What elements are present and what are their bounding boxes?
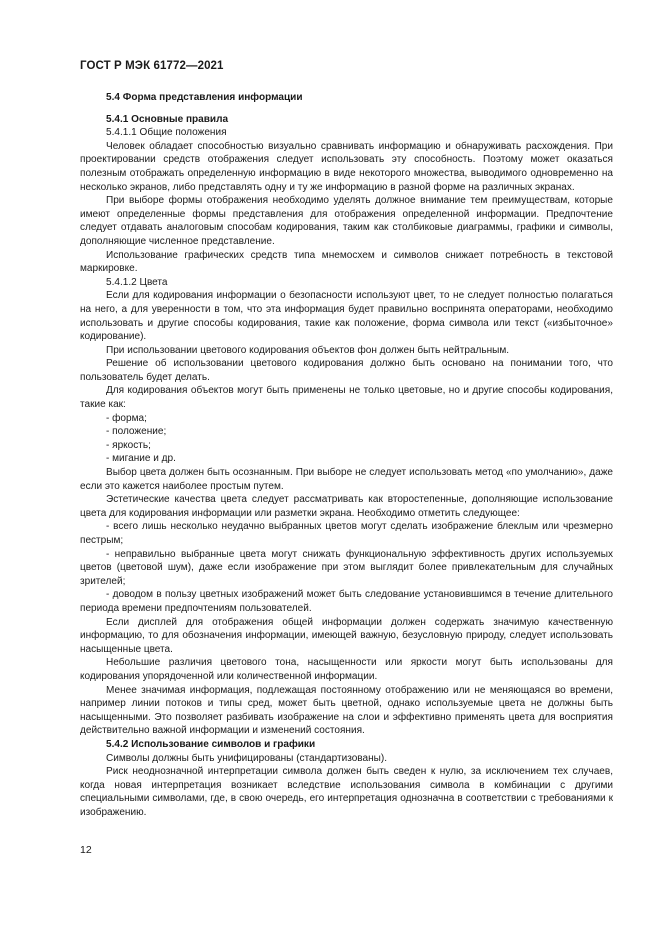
subsection-heading-5-4-1-2: 5.4.1.2 Цвета [106, 276, 168, 288]
paragraph: Для кодирования объектов могут быть применены не только цветовые, но и другие способы кодирования, такие как: [80, 385, 613, 411]
paragraph: Решение об использовании цветового кодирования должно быть основано на понимании того, что пользователь будет делать. [80, 358, 613, 383]
paragraph: Если для кодирования информации о безопасности используют цвет, то не следует полностью полагаться на него, а для уверенности в том, что эта информация будет правильно воспринята операторами, необходимо использовать и другие способы кодирования, такие как положение, форма символа или текст («избыточное» кодирование). [80, 290, 613, 343]
list-item: - форма; [106, 412, 147, 424]
paragraph: Выбор цвета должен быть осознанным. При выборе не следует использовать метод «по умолчанию», даже если это кажется наиболее простым путем. [80, 467, 613, 492]
list-paragraph: - неправильно выбранные цвета могут снижать функциональную эффективность других используемых цветов (цветовой шум), даже если изображение при этом выглядит более привлекательным для случайных зрителей; [80, 548, 613, 587]
section-heading-5-4: 5.4 Форма представления информации [106, 92, 303, 103]
section-heading-5-4-2: 5.4.2 Использование символов и графики [106, 738, 316, 750]
paragraph: Символы должны быть унифицированы (стандартизованы). [106, 752, 388, 764]
paragraph: Эстетические качества цвета следует рассматривать как второстепенные, дополняющие использование цвета для кодирования информации или разметки экрана. Необходимо отметить следующее: [80, 494, 613, 519]
paragraph: Использование графических средств типа мнемосхем и символов снижает потребность в текстовой маркировке. [80, 249, 613, 275]
paragraph: Небольшие различия цветового тона, насыщенности или яркости могут быть использованы для кодирования упорядоченной или количественной информации. [80, 657, 613, 682]
list-item: - положение; [106, 426, 167, 438]
list-paragraph: - всего лишь несколько неудачно выбранных цветов могут сделать изображение блеклым или чрезмерно пестрым; [80, 521, 613, 546]
list-paragraph: - доводом в пользу цветных изображений может быть следование установившимся в течение длительного периода времени предпочтениям пользователей. [80, 589, 613, 614]
paragraph: При выборе формы отображения необходимо уделять должное внимание тем преимуществам, которые имеют определенные формы представления для отображения определенной информации. Предпочтение следует отдавать аналоговым способам кодирования, таким как столбиковые диаграммы, графики и символы, дополняющие численное представление. [80, 195, 613, 247]
paragraph: Менее значимая информация, подлежащая постоянному отображению или не меняющаяся во времени, например линии потоков и типы сред, может быть цветной, однако используемые цвета не должны быть насыщенными. Это позволяет разбивать изображение на слои и эффективно применять цвета для восприятия действительно важной информации и изменений состояния. [80, 684, 613, 737]
subsection-heading-5-4-1-1: 5.4.1.1 Общие положения [106, 127, 227, 139]
list-item: - мигание и др. [106, 453, 176, 465]
paragraph: Риск неоднозначной интерпретации символа должен быть сведен к нулю, за исключением тех случаев, когда новая интерпретация возникает вследствие использования символа в комбинации с другими специальными символами, где, в свою очередь, его интерпретация однозначна в соответствии с требованиями к изображению. [80, 766, 613, 818]
paragraph: Если дисплей для отображения общей информации должен содержать значимую качественную информацию, то для обозначения информации, имеющей важную, безусловную природу, следует использовать насыщенные цвета. [80, 616, 613, 655]
section-heading-5-4-1: 5.4.1 Основные правила [106, 113, 229, 125]
document-body [80, 91, 613, 819]
document-header: ГОСТ Р МЭК 61772—2021 [80, 60, 224, 72]
page-number: 12 [80, 844, 92, 856]
paragraph: Человек обладает способностью визуально сравнивать информацию и обнаруживать расхождения. При проектировании средств отображения следует использовать эту способность. Поэтому может оказаться полезным отображать определенную информацию в виде некоторого множества, выводимого одновременно на несколько экранов, либо представлять одну и ту же информацию в разной форме на различных экранах. [80, 140, 613, 193]
paragraph: При использовании цветового кодирования объектов фон должен быть нейтральным. [106, 344, 510, 356]
list-item: - яркость; [106, 439, 151, 451]
